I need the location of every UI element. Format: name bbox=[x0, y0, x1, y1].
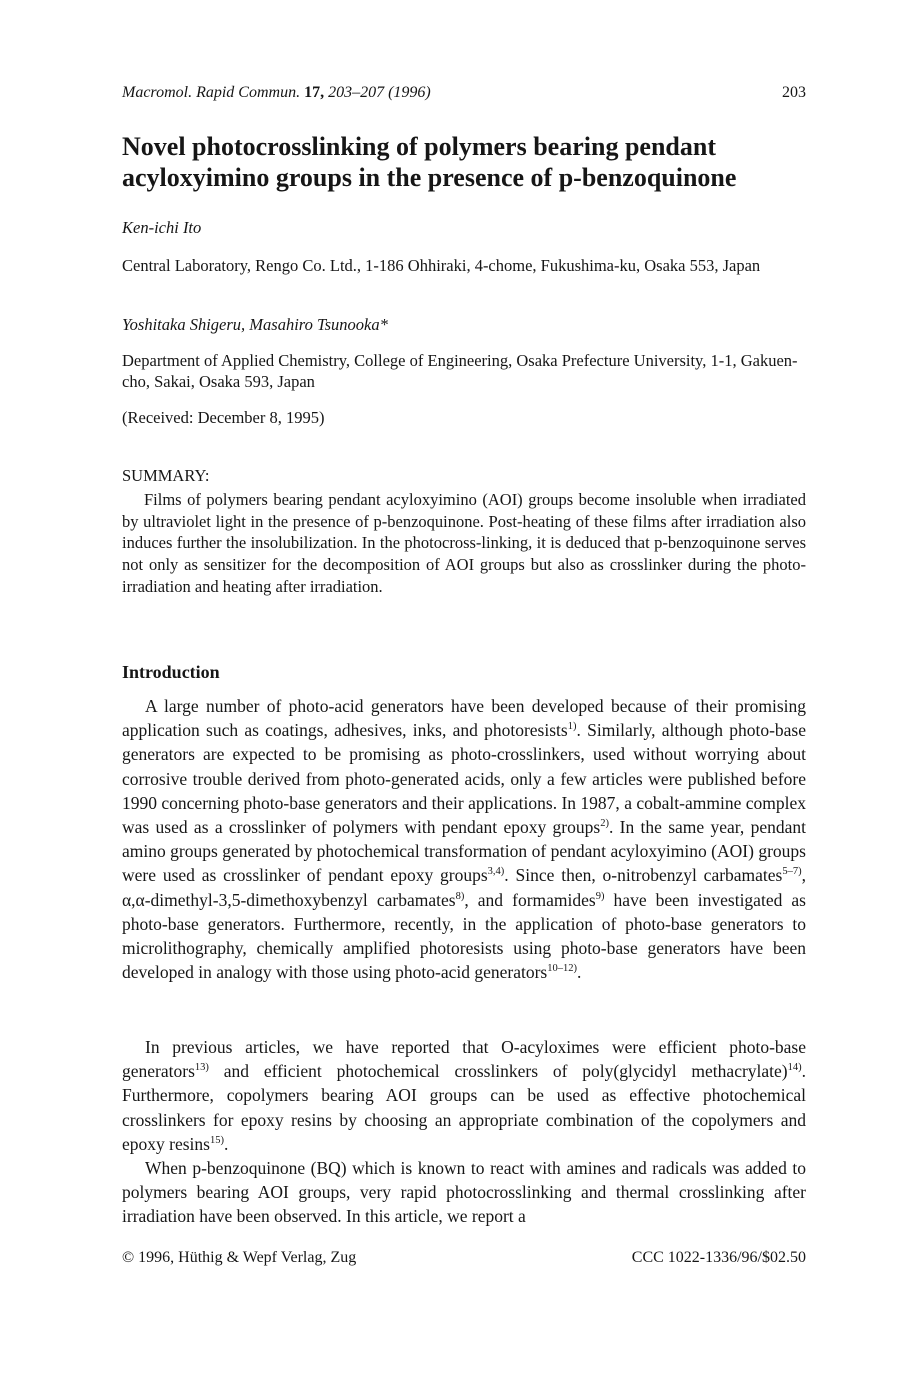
reference-superscript: 2) bbox=[600, 818, 609, 830]
p1-text: , α,α-dimethyl-3,5-dimethoxybenzyl carbamates bbox=[122, 865, 806, 910]
reference-superscript: 9) bbox=[595, 890, 605, 902]
intro-paragraph-3: When p-benzoquinone (BQ) which is known to react with amines and radicals was added to polymers bearing AOI groups, very rapid photocrosslinking and thermal crosslinking after irradiation have been observed. In this article, we report a bbox=[122, 1158, 806, 1227]
p1-text: . bbox=[577, 962, 582, 983]
p1-text: . Since then, o-nitrobenzyl carbamates bbox=[504, 865, 783, 886]
summary-text: Films of polymers bearing pendant acyloxyimino (AOI) groups become insoluble when irradiated by ultraviolet light in the presence of p-benzoquinone. Post-heating of these films after irradiation also induces further the insolubilization. In the photocross-linking, it is deduced that p-benzoquinone serves not only as sensitizer for the decomposition of AOI groups but also as crosslinker during the photo-irradiation and heating after irradiation. bbox=[122, 490, 806, 596]
p2-text: and efficient photochemical crosslinkers of poly(glycidyl methacrylate) bbox=[208, 1061, 788, 1082]
p2-text: . bbox=[223, 1133, 229, 1154]
intro-paragraph-2 bbox=[122, 1035, 806, 1156]
p1-text: . In the same year, pendant amino groups generated by photochemical transformation of pendant acyloxyimino (AOI) groups were used as crosslinker of pendant epoxy groups bbox=[122, 817, 806, 886]
copyright-notice: © 1996, Hüthig & Wepf Verlag, Zug bbox=[122, 1249, 357, 1266]
journal-name: Macromol. Rapid Commun. bbox=[122, 84, 301, 101]
author-1: Ken-ichi Ito bbox=[122, 218, 202, 237]
page-number: 203 bbox=[782, 84, 806, 101]
reference-superscript: 1) bbox=[567, 721, 577, 733]
journal-volume: 17, bbox=[304, 84, 325, 101]
p1-text: A large number of photo-acid generators have been developed because of their promising application such as coatings, adhesives, inks, and photoresists bbox=[122, 696, 806, 741]
p1-text: have been investigated as photo-base generators. Furthermore, recently, in the application of photo-base generators to microlithography, chemically amplified photoresists using photo-base generators have been developed in analogy with those using photo-acid generators bbox=[122, 889, 806, 983]
article-title: Novel photocrosslinking of polymers bearing pendant acyloxyimino groups in the presence of p-benzoquinone bbox=[122, 132, 737, 192]
reference-superscript: 8) bbox=[455, 890, 465, 902]
p2-text: . Furthermore, copolymers bearing AOI groups can be used as effective photochemical crosslinkers for epoxy resins by choosing an appropriate combination of the copolymers and epoxy resins bbox=[122, 1061, 806, 1154]
intro-paragraph-1 bbox=[122, 694, 806, 984]
affiliation-1: Central Laboratory, Rengo Co. Ltd., 1-186 Ohhiraki, 4-chome, Fukushima-ku, Osaka 553, Japan bbox=[122, 256, 761, 275]
reference-superscript: 5–7) bbox=[782, 866, 802, 878]
p2-text: In previous articles, we have reported that O-acyloximes were efficient photo-base generators bbox=[122, 1037, 806, 1082]
reference-superscript: 10–12) bbox=[547, 963, 577, 975]
reference-superscript: 3,4) bbox=[487, 866, 505, 878]
reference-superscript: 15) bbox=[209, 1134, 224, 1146]
received-date: (Received: December 8, 1995) bbox=[122, 408, 325, 427]
reference-superscript: 14) bbox=[787, 1062, 802, 1074]
ccc-code: CCC 1022-1336/96/$02.50 bbox=[631, 1249, 806, 1266]
introduction-heading: Introduction bbox=[122, 662, 220, 682]
p1-text: . Similarly, although photo-base generators are expected to be promising as photo-crosslinkers, used without worrying about corrosive trouble derived from photo-generated acids, only a few articles were published before 1990 concerning photo-base generators and their applications. In 1987, a cobalt-ammine complex was used as a crosslinker of polymers with pendant epoxy groups bbox=[122, 720, 807, 838]
p1-text: , and formamides bbox=[464, 889, 596, 910]
authors-2: Yoshitaka Shigeru, Masahiro Tsunooka* bbox=[122, 315, 388, 334]
affiliation-2: Department of Applied Chemistry, College of Engineering, Osaka Prefecture University, 1-1, Gakuen-cho, Sakai, Osaka 593, Japan bbox=[122, 351, 798, 391]
summary-heading: SUMMARY: bbox=[122, 466, 210, 485]
reference-superscript: 13) bbox=[194, 1062, 209, 1074]
journal-pages-year: 203–207 (1996) bbox=[328, 84, 431, 101]
journal-citation bbox=[122, 84, 431, 102]
